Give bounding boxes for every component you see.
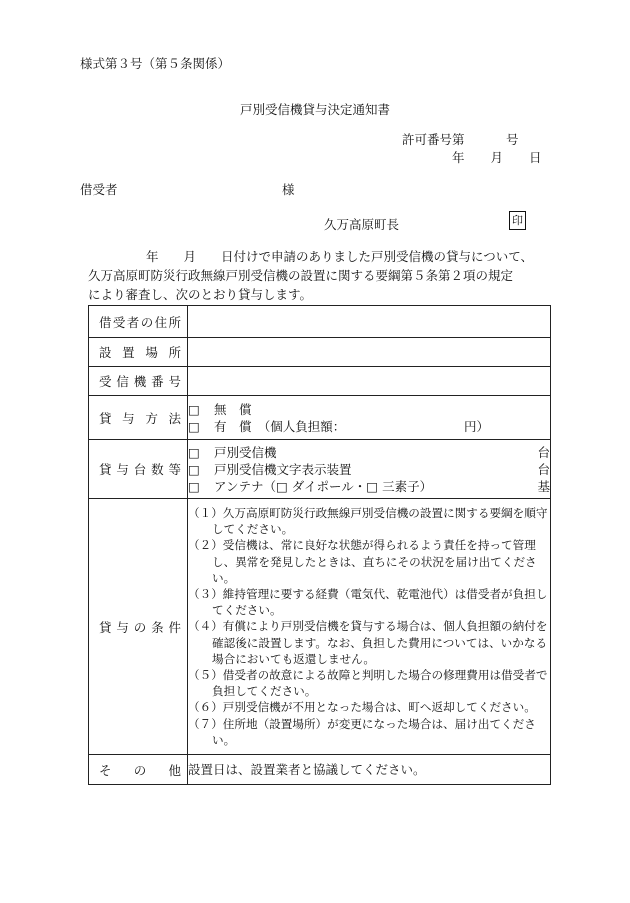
count-option-antenna[interactable] xyxy=(188,478,550,495)
receiver-no-label: 受信機番号 xyxy=(99,374,181,389)
seal-mark: 印 xyxy=(509,211,526,230)
permit-suffix: 号 xyxy=(506,132,519,147)
date-day: 日 xyxy=(529,150,542,165)
method-label: 貸与方法 xyxy=(99,410,181,426)
condition-item: （２）受信機は、常に良好な状態が得られるよう責任を持って管理し、異常を発見したときは、直ちにその状況を届け出てください。 xyxy=(188,538,537,585)
count-option-display[interactable] xyxy=(188,461,550,478)
borrower-honorific: 様 xyxy=(282,182,295,197)
location-field[interactable] xyxy=(188,338,551,367)
permit-number xyxy=(402,130,519,148)
count-option-antenna-label: アンテナ（□ ダイポール・□ 三素子） xyxy=(214,478,433,494)
page-title: 戸別受信機貸与決定通知書 xyxy=(239,102,390,117)
conditions-label: 貸与の条件 xyxy=(99,619,181,635)
receiver-no-label-cell xyxy=(89,367,188,396)
address-field[interactable] xyxy=(188,306,551,338)
count-unit-display: 台 xyxy=(537,461,550,477)
issue-date xyxy=(452,148,542,166)
count-label-cell xyxy=(89,440,188,499)
condition-item: （５）借受者の故意による故障と判明した場合の修理費用は借受者で負担してください。 xyxy=(188,668,548,699)
borrower-label: 借受者 xyxy=(80,182,118,197)
receiver-no-field[interactable] xyxy=(188,367,551,396)
intro-text xyxy=(88,247,533,304)
count-option-receiver[interactable] xyxy=(188,444,550,461)
other-value: 設置日は、設置業者と協議してください。 xyxy=(188,755,551,785)
method-option-paid-label: 有 償 （個人負担額： 円） xyxy=(214,418,490,434)
loan-form-table xyxy=(88,305,551,785)
checkbox-display[interactable]: □ xyxy=(188,461,200,477)
count-options xyxy=(188,440,551,499)
date-month: 月 xyxy=(490,150,504,165)
permit-prefix: 許可番号第 xyxy=(402,132,465,147)
condition-item: （６）戸別受信機が不用となった場合は、町へ返却してください。 xyxy=(188,700,536,715)
condition-item: （４）有償により戸別受信機を貸与する場合は、個人負担額の納付を確認後に設置します。なお、負担した費用については、いかなる場合においても返還しません。 xyxy=(188,619,548,666)
other-label-cell xyxy=(89,755,188,785)
method-row xyxy=(89,396,551,440)
method-option-paid[interactable] xyxy=(188,418,550,435)
method-label-cell xyxy=(89,396,188,440)
method-option-free-label: 無 償 xyxy=(214,401,252,417)
count-option-display-label: 戸別受信機文字表示装置 xyxy=(214,461,352,477)
checkbox-free[interactable]: □ xyxy=(188,401,200,417)
address-row xyxy=(89,306,551,338)
conditions-label-cell xyxy=(89,499,188,755)
intro-line-3: により審査し、次のとおり貸与します。 xyxy=(88,287,313,302)
count-option-receiver-label: 戸別受信機 xyxy=(214,444,277,460)
condition-item: （３）維持管理に要する経費（電気代、乾電池代）は借受者が負担してください。 xyxy=(188,586,548,618)
method-options xyxy=(188,396,551,440)
other-row xyxy=(89,755,551,785)
conditions-list xyxy=(188,499,551,755)
intro-line-2: 久万高原町防災行政無線戸別受信機の設置に関する要綱第５条第２項の規定 xyxy=(88,268,514,283)
count-label: 貸与台数等 xyxy=(99,462,181,477)
location-label-cell xyxy=(89,338,188,367)
address-label: 借受者の住所 xyxy=(99,314,181,330)
method-option-free[interactable] xyxy=(188,401,550,418)
count-unit-antenna: 基 xyxy=(537,478,550,494)
issuer-name: 久万高原町長 xyxy=(324,217,400,232)
date-year: 年 xyxy=(452,150,465,165)
condition-item: （１）久万高原町防災行政無線戸別受信機の設置に関する要綱を順守してください。 xyxy=(188,505,548,537)
location-row xyxy=(89,338,551,367)
receiver-no-row xyxy=(89,367,551,396)
conditions-row xyxy=(89,499,551,755)
form-number: 様式第３号（第５条関係） xyxy=(80,56,231,71)
location-label: 設置場所 xyxy=(99,345,181,360)
count-unit-receiver: 台 xyxy=(537,444,550,460)
checkbox-paid[interactable]: □ xyxy=(188,418,200,434)
condition-item: （７）住所地（設置場所）が変更になった場合は、届け出てください。 xyxy=(188,716,536,747)
count-row xyxy=(89,440,551,499)
intro-line-1: 年 月 日付けで申請のありました戸別受信機の貸与について、 xyxy=(146,249,534,264)
other-label: その他 xyxy=(99,762,181,778)
checkbox-receiver[interactable]: □ xyxy=(188,444,200,460)
checkbox-antenna[interactable]: □ xyxy=(188,478,200,494)
address-label-cell xyxy=(89,306,188,338)
